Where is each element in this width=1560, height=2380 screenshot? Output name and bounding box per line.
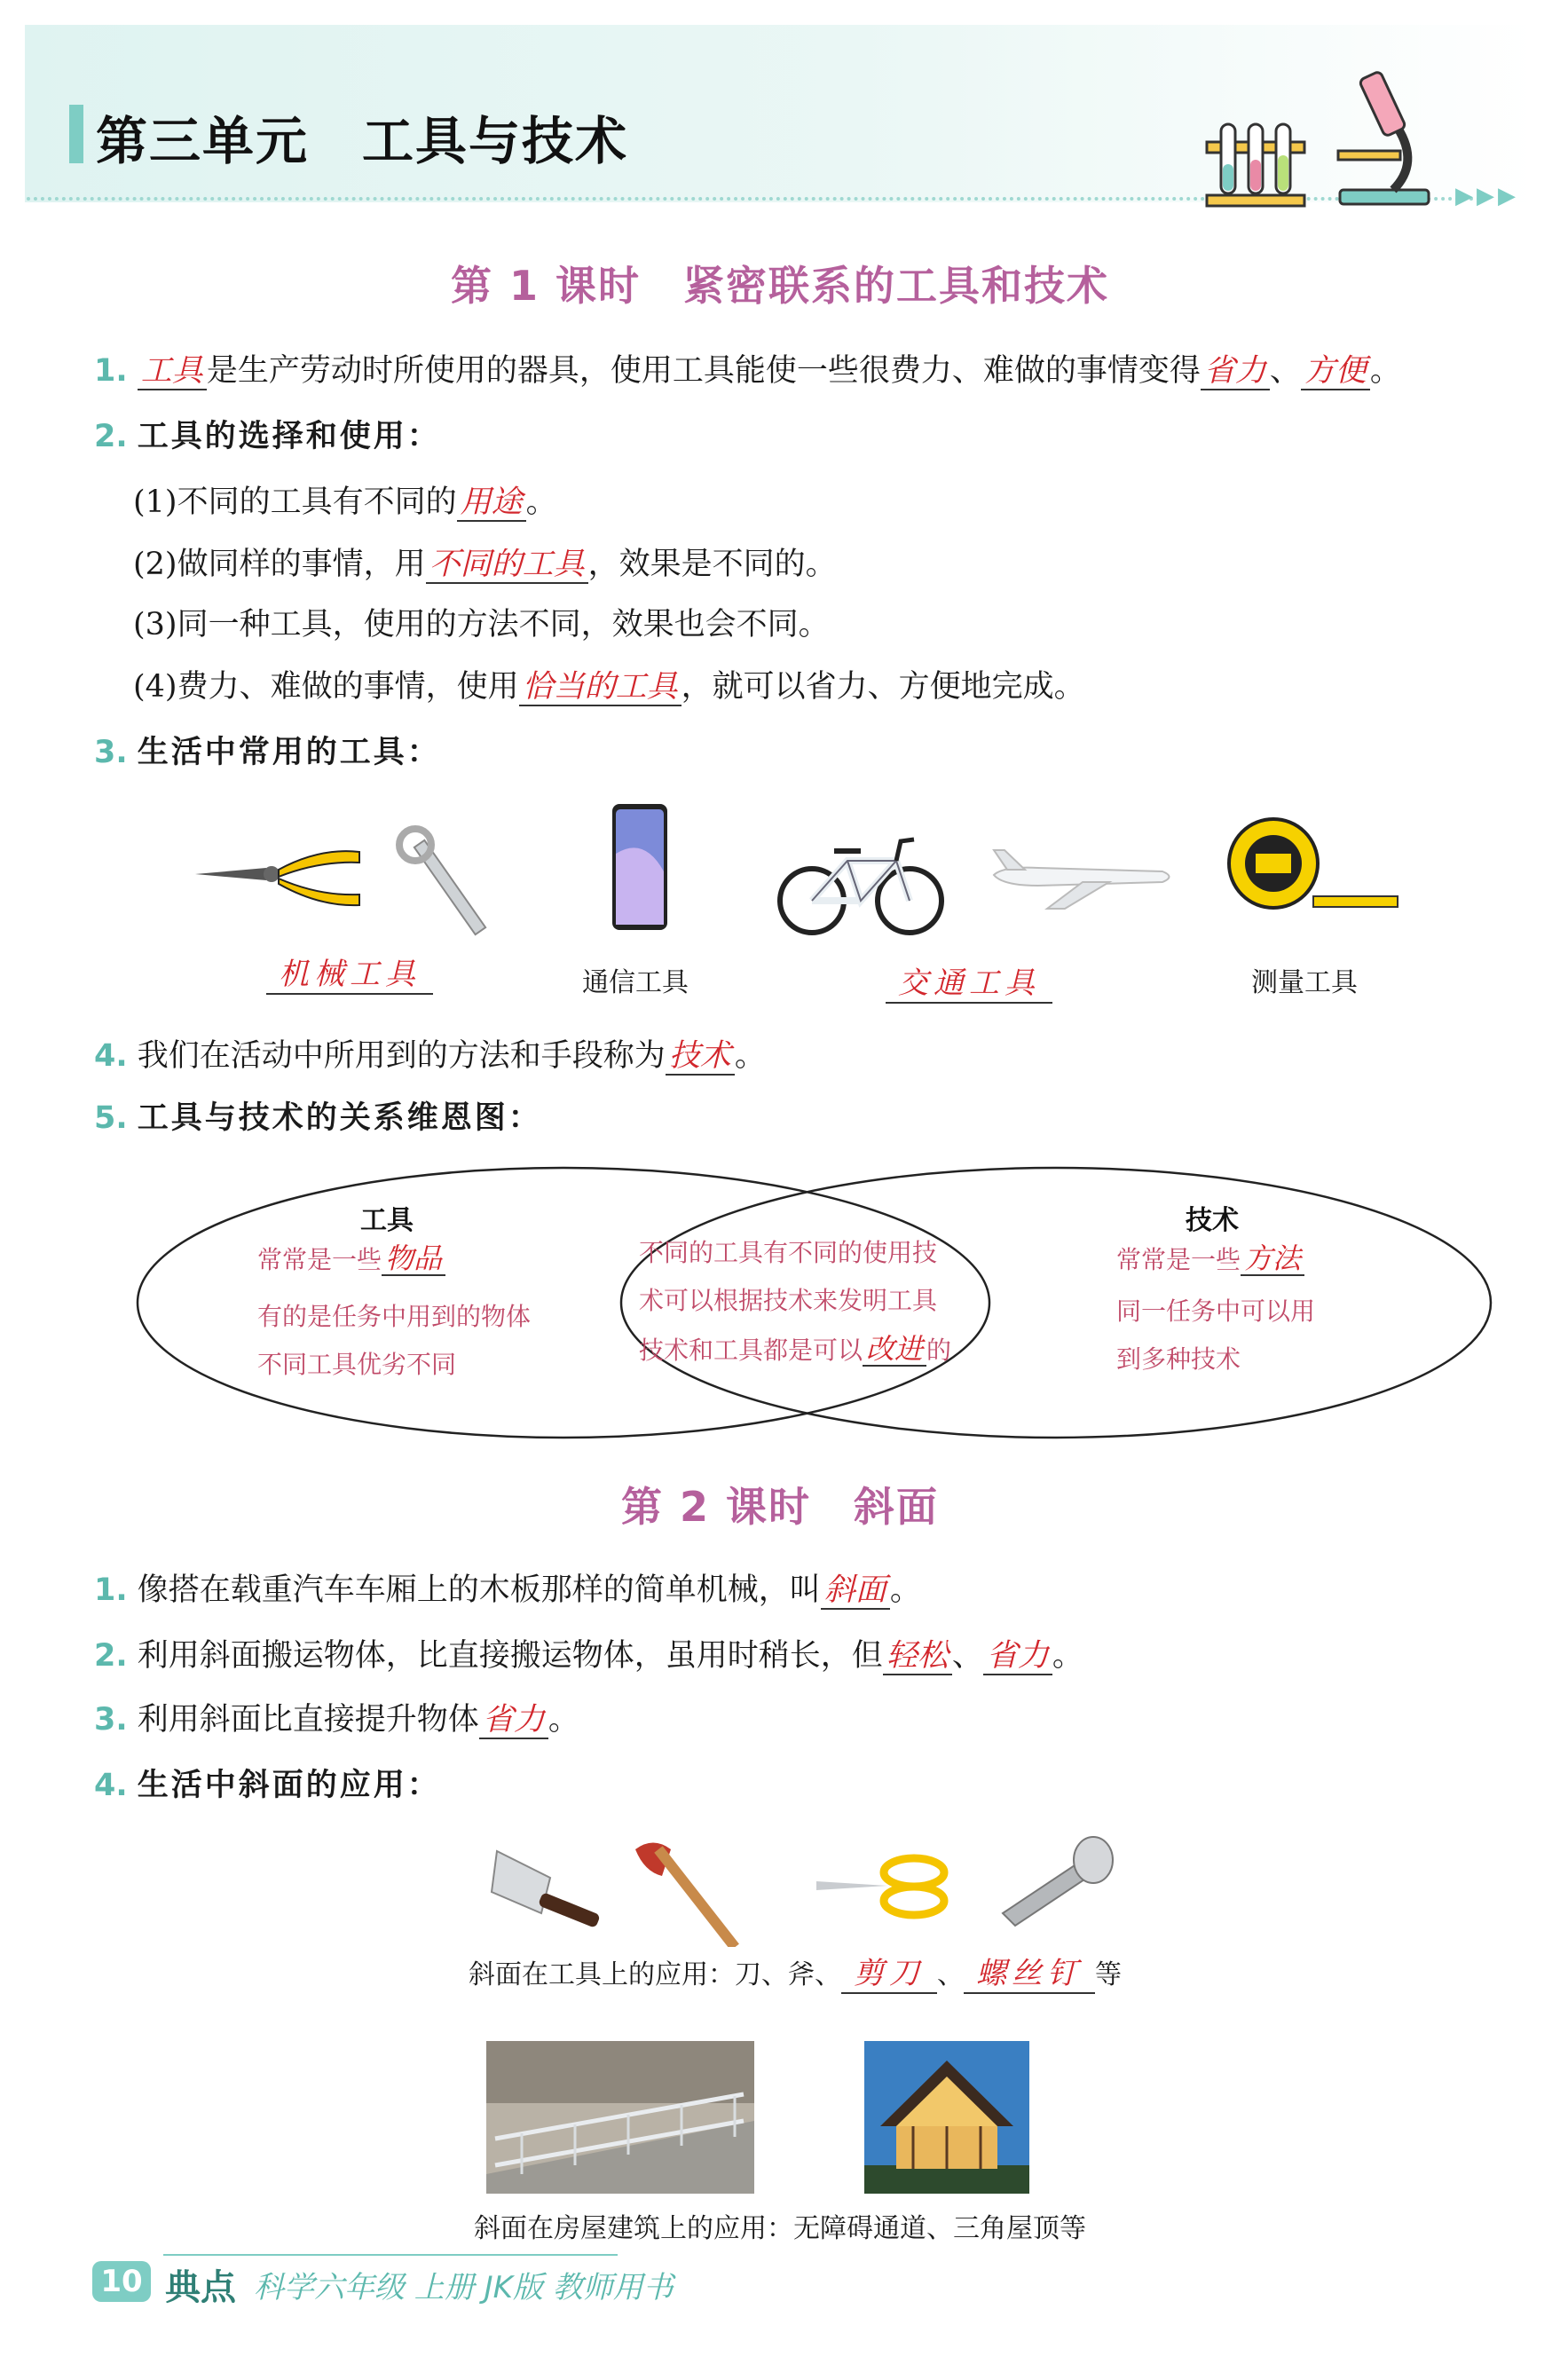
answer-blank: 工具 [138, 354, 207, 390]
arrow-icons: ▶▶▶ [1455, 183, 1519, 209]
venn-overlap-line-1: 不同的工具有不同的使用技 [639, 1238, 938, 1267]
answer-blank: 方便 [1301, 354, 1370, 390]
venn-technology-line-1 [1116, 1241, 1304, 1276]
caption-text: 斜面在工具上的应用：刀、斧、 [469, 1959, 841, 1990]
header-accent-bar [69, 105, 83, 163]
venn-technology-line-3: 到多种技术 [1116, 1344, 1241, 1374]
l2-question-1 [94, 1565, 921, 1610]
answer-blank: 剪刀 [841, 1949, 937, 1994]
l2-question-4 [94, 1761, 441, 1805]
book-title: 科学六年级 上册 JK版 教师用书 [254, 2270, 674, 2305]
lesson-2-title: 第 2 课时 斜面 [620, 1483, 940, 1531]
question-text: 工具与技术的关系维恩图： [137, 1099, 542, 1136]
answer-blank: 技术 [666, 1039, 735, 1076]
punctuation: 。 [525, 485, 557, 520]
answer-blank: 轻松 [883, 1639, 952, 1675]
question-number: 5. [94, 1100, 128, 1136]
answer-blank: 斜面 [821, 1573, 890, 1610]
question-text: 工具的选择和使用： [137, 418, 441, 454]
question-number: 3. [94, 735, 128, 770]
answer-blank: 方法 [1241, 1243, 1304, 1276]
l1-q2-item-2 [133, 540, 837, 584]
venn-tools-heading: 工具 [360, 1205, 414, 1236]
l1-question-1 [94, 346, 1401, 390]
venn-text: 技术和工具都是可以 [639, 1336, 863, 1365]
punctuation: 。 [734, 1038, 766, 1074]
l1-q2-item-3: (3)同一种工具，使用的方法不同，效果也会不同。 [133, 607, 830, 642]
axe-icon [626, 1832, 751, 1947]
separator: 、 [1269, 353, 1301, 389]
question-text: 我们在活动中所用到的方法和手段称为 [137, 1038, 666, 1074]
separator: 、 [937, 1959, 964, 1990]
venn-text: 的 [926, 1336, 952, 1365]
question-text: 生活中常用的工具： [137, 734, 441, 770]
pliers-icon [186, 834, 364, 914]
brand-logo: 典点 [165, 2267, 236, 2308]
caption-building-inclined-plane: 斜面在房屋建筑上的应用：无障碍通道、三角屋顶等 [474, 2213, 1086, 2244]
wrench-icon [390, 825, 515, 941]
venn-tools-line-3: 不同工具优劣不同 [257, 1350, 457, 1379]
caption-communication-tools: 通信工具 [582, 967, 689, 998]
screw-icon [985, 1833, 1118, 1931]
l2-question-3 [94, 1695, 579, 1739]
venn-tools-line-2: 有的是任务中用到的物体 [257, 1302, 532, 1331]
bicycle-icon [772, 825, 949, 941]
answer-blank: 机械工具 [266, 950, 433, 995]
question-number: 1. [94, 353, 128, 389]
l1-question-5 [94, 1093, 542, 1138]
triangle-roof-house-photo [864, 2041, 1029, 2194]
venn-technology-line-2: 同一任务中可以用 [1116, 1296, 1316, 1326]
punctuation: 。 [548, 1702, 579, 1738]
venn-overlap-line-3 [639, 1331, 951, 1367]
question-text: 像搭在载重汽车车厢上的木板那样的简单机械，叫 [137, 1572, 821, 1608]
question-text: 利用斜面比直接提升物体 [137, 1702, 479, 1738]
l1-question-2 [94, 412, 441, 456]
footer-divider [163, 2254, 618, 2256]
caption-mechanical-tools [266, 950, 433, 995]
unit-title: 第三单元 工具与技术 [96, 111, 629, 171]
question-number: 1. [94, 1572, 128, 1608]
test-tube-rack-icon [1198, 115, 1313, 213]
caption-transport-tools [886, 958, 1052, 1004]
page-number: 10 [92, 2261, 151, 2302]
answer-blank: 物品 [382, 1243, 445, 1276]
separator: 、 [951, 1638, 983, 1674]
venn-text: 常常是一些 [1116, 1245, 1241, 1274]
answer-blank: 改进 [863, 1334, 926, 1367]
microscope-icon [1331, 66, 1438, 213]
l2-question-2 [94, 1631, 1083, 1675]
cleaver-icon [488, 1842, 612, 1940]
venn-technology-heading: 技术 [1186, 1205, 1239, 1236]
question-number: 2. [94, 1638, 128, 1674]
answer-blank: 不同的工具 [426, 548, 588, 584]
question-number: 2. [94, 419, 128, 454]
caption-text: 等 [1095, 1959, 1122, 1990]
answer-blank: 省力 [1201, 354, 1270, 390]
punctuation: 。 [889, 1572, 921, 1608]
venn-overlap-line-2: 术可以根据技术来发明工具 [639, 1286, 938, 1315]
question-number: 3. [94, 1702, 128, 1738]
question-number: 4. [94, 1768, 128, 1803]
l1-q2-item-1 [133, 477, 557, 522]
l1-question-4 [94, 1031, 766, 1076]
question-number: 4. [94, 1038, 128, 1074]
venn-tools-line-1 [257, 1241, 445, 1276]
question-text: 生活中斜面的应用： [137, 1767, 441, 1803]
item-text: (2)做同样的事情，用 [133, 547, 426, 582]
item-text: ，效果是不同的。 [587, 547, 837, 582]
l1-question-3 [94, 728, 441, 772]
punctuation: 。 [1052, 1638, 1083, 1674]
item-text: (4)费力、难做的事情，使用 [133, 669, 519, 705]
tape-measure-icon [1225, 815, 1402, 930]
question-text: 是生产劳动时所使用的器具，使用工具能使一些很费力、难做的事情变得 [206, 353, 1201, 389]
answer-blank: 用途 [457, 485, 526, 522]
item-text: (1)不同的工具有不同的 [133, 485, 457, 520]
answer-blank: 省力 [983, 1639, 1052, 1675]
venn-text: 常常是一些 [257, 1245, 382, 1274]
punctuation: 。 [1369, 353, 1401, 389]
caption-measuring-tools: 测量工具 [1251, 967, 1358, 998]
scissors-icon [808, 1846, 958, 1926]
l1-q2-item-4 [133, 662, 1085, 706]
accessible-ramp-photo [486, 2041, 754, 2194]
caption-tools-inclined-plane [469, 1949, 1122, 1994]
lesson-1-title: 第 1 课时 紧密联系的工具和技术 [450, 262, 1110, 310]
question-text: 利用斜面搬运物体，比直接搬运物体，虽用时稍长，但 [137, 1638, 883, 1674]
answer-blank: 省力 [479, 1703, 548, 1739]
airplane-icon [985, 843, 1180, 914]
answer-blank: 螺丝钉 [964, 1949, 1095, 1994]
phone-icon [609, 800, 671, 934]
answer-blank: 恰当的工具 [519, 670, 682, 706]
item-text: ，就可以省力、方便地完成。 [681, 669, 1085, 705]
answer-blank: 交通工具 [886, 958, 1052, 1004]
